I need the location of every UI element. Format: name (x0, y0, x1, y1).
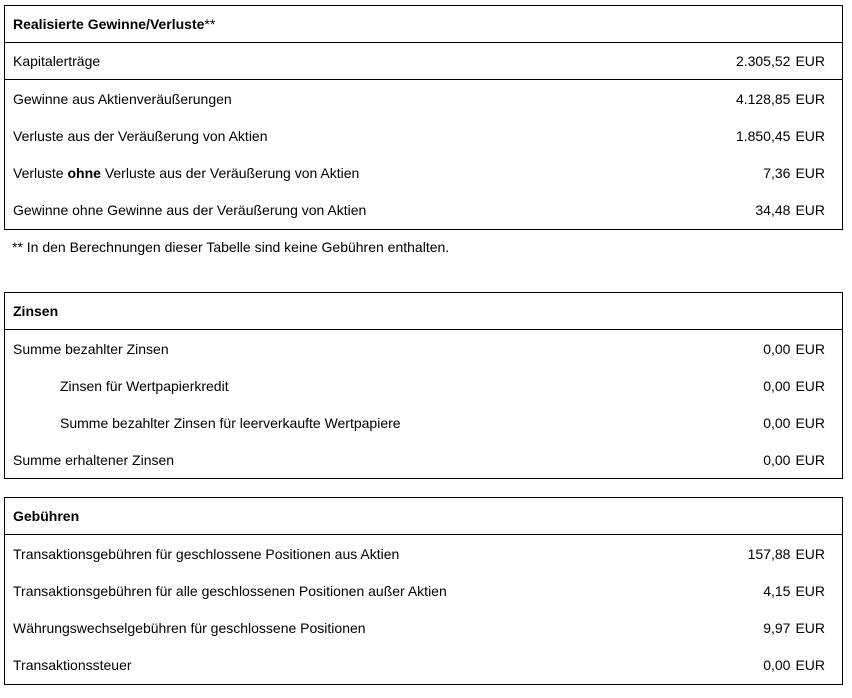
table-row-stock-losses (5, 117, 842, 154)
row-currency: EUR (795, 340, 825, 357)
interest-header (5, 293, 842, 330)
table-row-capital-income (5, 43, 842, 80)
row-label (13, 165, 763, 181)
table-row-interest-paid (5, 330, 842, 367)
row-label: Transaktionssteuer (13, 656, 132, 673)
row-amount: 0,00 (763, 340, 791, 357)
table-row-securities-credit-interest (5, 367, 842, 404)
row-currency: EUR (795, 451, 825, 468)
row-amount: 4.128,85 (735, 90, 791, 107)
realized-gains-losses-title: Realisierte Gewinne/Verluste (13, 16, 205, 32)
footnote-marker: ** (204, 16, 216, 32)
table-row-interest-received (5, 441, 842, 478)
row-label: Summe erhaltener Zinsen (13, 451, 175, 468)
row-amount: 1.850,45 (735, 127, 791, 144)
row-currency: EUR (795, 545, 825, 562)
row-amount: 34,48 (755, 201, 791, 218)
row-currency: EUR (795, 201, 825, 218)
row-amount: 0,00 (763, 451, 791, 468)
row-amount: 0,00 (763, 656, 791, 673)
table-row-short-sale-interest (5, 404, 842, 441)
realized-gains-losses-header (5, 6, 842, 43)
row-currency: EUR (795, 53, 825, 69)
row-label: Summe bezahlter Zinsen (13, 340, 169, 357)
fees-header (5, 498, 842, 535)
row-currency: EUR (795, 164, 825, 181)
interest-table (4, 292, 843, 479)
table-row-stock-transaction-fees (5, 535, 842, 572)
table-row-other-gains (5, 191, 842, 228)
table-row-other-losses (5, 154, 842, 191)
row-currency: EUR (795, 90, 825, 107)
table-row-other-transaction-fees (5, 572, 842, 609)
row-label: Kapitalerträge (13, 53, 101, 69)
fees-table (4, 497, 843, 685)
row-label: Verluste aus der Veräußerung von Aktien (13, 127, 268, 144)
row-amount: 2.305,52 (735, 53, 791, 69)
row-label: Summe bezahlter Zinsen für leerverkaufte Wertpapiere (60, 414, 401, 431)
row-currency: EUR (795, 414, 825, 431)
row-label: Zinsen für Wertpapierkredit (60, 377, 229, 394)
row-currency: EUR (795, 656, 825, 673)
row-amount: 7,36 (763, 164, 791, 181)
row-label-emphasis: ohne (67, 164, 101, 181)
table-row-currency-exchange-fees (5, 609, 842, 646)
row-amount: 0,00 (763, 377, 791, 394)
row-amount: 4,15 (763, 582, 791, 599)
fee-footnote: ** In den Berechnungen dieser Tabelle sind keine Gebühren enthalten. (12, 239, 450, 255)
table-row-stock-gains (5, 80, 842, 117)
row-label: Transaktionsgebühren für alle geschlossenen Positionen außer Aktien (13, 582, 447, 599)
row-currency: EUR (795, 127, 825, 144)
row-label: Gewinne ohne Gewinne aus der Veräußerung von Aktien (13, 201, 367, 218)
row-currency: EUR (795, 377, 825, 394)
row-label: Gewinne aus Aktienveräußerungen (13, 90, 232, 107)
row-amount: 0,00 (763, 414, 791, 431)
row-label: Transaktionsgebühren für geschlossene Positionen aus Aktien (13, 545, 400, 562)
row-currency: EUR (795, 582, 825, 599)
row-currency: EUR (795, 619, 825, 636)
row-label-pre: Verluste (13, 164, 68, 181)
fees-title: Gebühren (13, 508, 80, 524)
realized-gains-losses-table (4, 5, 843, 230)
row-label: Währungswechselgebühren für geschlossene Positionen (13, 619, 366, 636)
row-amount: 9,97 (763, 619, 791, 636)
table-row-transaction-tax (5, 646, 842, 683)
row-amount: 157,88 (747, 545, 791, 562)
interest-title: Zinsen (13, 303, 59, 319)
row-label-post: Verluste aus der Veräußerung von Aktien (100, 164, 360, 181)
